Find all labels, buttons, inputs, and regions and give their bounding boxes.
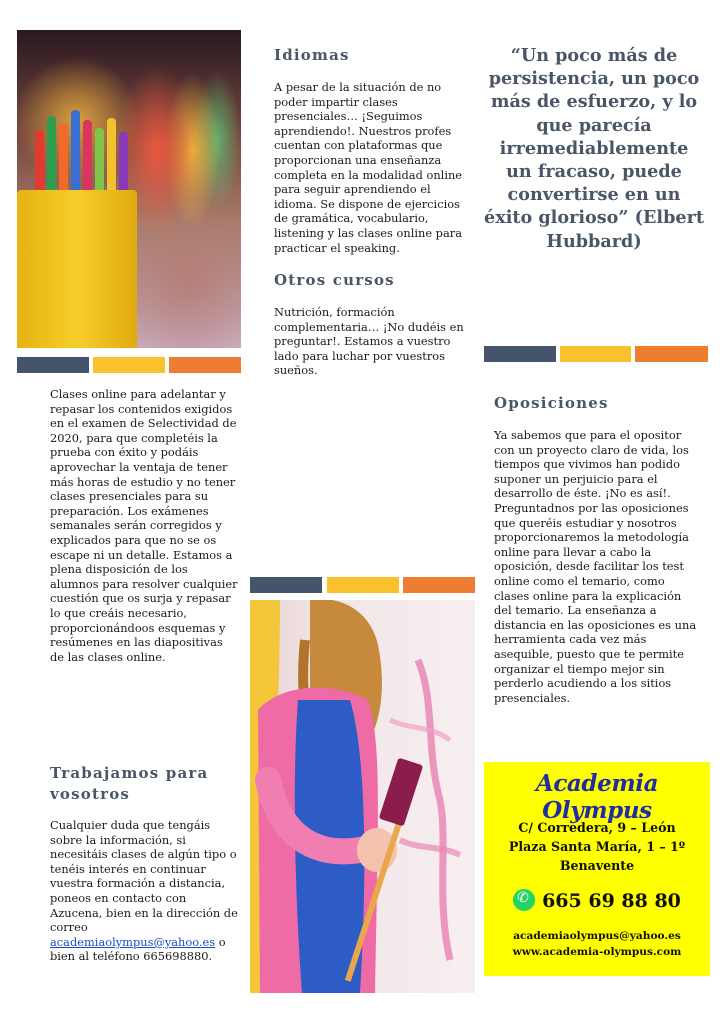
contact-text-before: Cualquier duda que tengáis sobre la información, si necesitáis clases de algún tipo o tenéis interés en continuar vuestra formación a distancia, poneos en contacto con Azucena, bien en la dirección de correo bbox=[50, 818, 238, 935]
selectividad-text: Clases online para adelantar y repasar los contenidos exigidos en el examen de Selectividad de 2020, para que completéis la prueba con éxito y podáis aprovechar la ventaja de tener más horas de estudio y no tener clases presenciales para su preparación. Los exámenes semanales serán corregidos y explicados para que no se os escape ni un detalle. Estamos a plena disposición de los alumnos para resolver cualquier cuestión que os surja y repasar lo que creáis necesario, proporcionándoos esquemas y resúmenes en las diapositivas de las clases online. bbox=[50, 387, 238, 664]
crayon-yellow bbox=[107, 118, 116, 190]
idiomas-text: A pesar de la situación de no poder impartir clases presenciales… ¡Seguimos aprendiendo!. Nuestros profes cuentan con plataformas que proporcionan una enseñanza completa en la modalidad online para seguir aprendiendo el idioma. Se dispone de ejercicios de gramática, vocabulario, listening y las clases online para practicar el speaking. bbox=[274, 80, 463, 255]
crayons-photo bbox=[17, 30, 241, 348]
contact-box bbox=[484, 762, 710, 976]
address-line-3: Benavente bbox=[559, 858, 635, 873]
contact-email-link[interactable]: academiaolympus@yahoo.es bbox=[50, 934, 216, 949]
crayon-purple bbox=[119, 132, 128, 190]
crayon-holder bbox=[17, 190, 137, 348]
crayon-orange bbox=[59, 124, 68, 190]
quote-text: “Un poco más de persistencia, un poco más de esfuerzo, y lo que parecía irremediablemente un fracaso, puede convertirse en un éxito glorioso” (Elbert Hubbard) bbox=[484, 45, 704, 252]
contact-heading: Trabajamos para vosotros bbox=[50, 764, 209, 803]
address-line-2: Plaza Santa María, 1 – 1º bbox=[508, 839, 686, 854]
color-bar-navy-2 bbox=[250, 577, 322, 593]
contact-email[interactable]: academiaolympus@yahoo.es bbox=[513, 930, 681, 942]
oposiciones-text: Ya sabemos que para el opositor con un proyecto claro de vida, los tiempos que vivimos han podido suponer un perjuicio para el desarrollo de éste. ¡No es así!. Preguntadnos por las oposiciones que queréis estudiar y nosotros proporcionaremos la metodología online para llevar a cabo la oposición, desde facilitar los test online como el temario, como clases online para la explicación del temario. La enseñanza a distancia en las oposiciones es una herramienta cada vez más asequible, puesto que te permite organizar el tiempo mejor sin perderlo acudiendo a los sitios presenciales. bbox=[494, 428, 697, 705]
color-bar-orange bbox=[169, 357, 241, 373]
idiomas-heading: Idiomas bbox=[274, 46, 350, 64]
color-bar-navy bbox=[17, 357, 89, 373]
color-bar-gold-3 bbox=[560, 346, 631, 362]
crayon-pink bbox=[83, 120, 92, 190]
oposiciones-heading: Oposiciones bbox=[494, 394, 609, 412]
contact-paragraph bbox=[50, 818, 238, 964]
color-bar-gold bbox=[93, 357, 165, 373]
website-link[interactable]: www.academia-olympus.com bbox=[512, 946, 682, 958]
crayon-red bbox=[35, 130, 44, 190]
color-bar-orange-3 bbox=[635, 346, 708, 362]
girl-painting-photo bbox=[250, 600, 475, 993]
contact-text-after: o bien al teléfono 665698880. bbox=[50, 934, 226, 964]
phone-row[interactable] bbox=[484, 889, 710, 912]
color-bar-orange-2 bbox=[403, 577, 475, 593]
otros-cursos-text: Nutrición, formación complementaria… ¡No dudéis en preguntar!. Estamos a vuestro lado para luchar por vuestros sueños. bbox=[274, 305, 464, 378]
address-line-1: C/ Corredera, 9 – León bbox=[518, 820, 676, 835]
whatsapp-icon bbox=[513, 889, 535, 911]
crayon-blue bbox=[71, 110, 80, 190]
crayon-green bbox=[47, 116, 56, 190]
girl-painting-illustration bbox=[250, 600, 475, 993]
academy-logo: Academia Olympus bbox=[535, 770, 659, 824]
color-bar-gold-2 bbox=[327, 577, 399, 593]
color-bar-navy-3 bbox=[484, 346, 556, 362]
crayon-lime bbox=[95, 128, 104, 190]
otros-cursos-heading: Otros cursos bbox=[274, 271, 395, 289]
phone-number: 665 69 88 80 bbox=[542, 890, 681, 912]
